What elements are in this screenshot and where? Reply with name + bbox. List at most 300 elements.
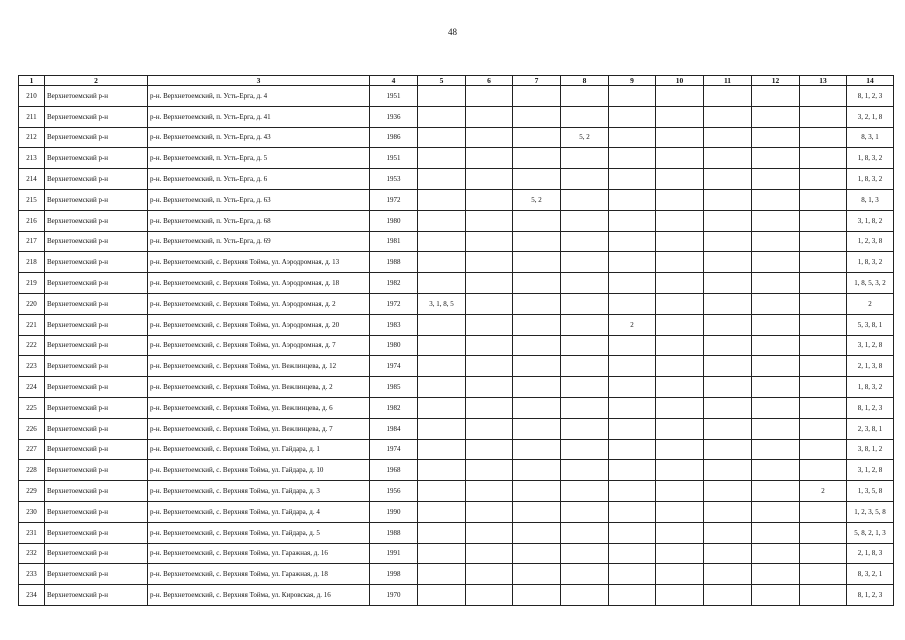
district-cell: Верхнетоемский р-н bbox=[45, 481, 148, 502]
column-header: 14 bbox=[847, 76, 894, 86]
col11-cell bbox=[704, 314, 752, 335]
col12-cell bbox=[752, 543, 800, 564]
col7-cell bbox=[513, 564, 561, 585]
address-cell: р-н. Верхнетоемский, с. Верхняя Тойма, ул. Кировская, д. 16 bbox=[148, 585, 370, 606]
year-cell: 1988 bbox=[370, 522, 418, 543]
col5-cell bbox=[418, 543, 466, 564]
col10-cell bbox=[656, 439, 704, 460]
col11-cell bbox=[704, 481, 752, 502]
year-cell: 1984 bbox=[370, 418, 418, 439]
year-cell: 1972 bbox=[370, 293, 418, 314]
district-cell: Верхнетоемский р-н bbox=[45, 335, 148, 356]
col7-cell bbox=[513, 585, 561, 606]
col13-cell bbox=[800, 397, 847, 418]
year-cell: 1970 bbox=[370, 585, 418, 606]
col13-cell bbox=[800, 335, 847, 356]
address-cell: р-н. Верхнетоемский, п. Усть-Ерга, д. 5 bbox=[148, 148, 370, 169]
district-cell: Верхнетоемский р-н bbox=[45, 169, 148, 190]
col13-cell bbox=[800, 585, 847, 606]
col5-cell bbox=[418, 564, 466, 585]
col8-cell bbox=[561, 522, 609, 543]
col12-cell bbox=[752, 314, 800, 335]
col6-cell bbox=[466, 189, 513, 210]
column-header: 10 bbox=[656, 76, 704, 86]
col11-cell bbox=[704, 169, 752, 190]
col13-cell: 2 bbox=[800, 481, 847, 502]
col10-cell bbox=[656, 377, 704, 398]
col8-cell bbox=[561, 439, 609, 460]
col14-cell: 8, 1, 2, 3 bbox=[847, 397, 894, 418]
table-row bbox=[19, 273, 894, 294]
year-cell: 1951 bbox=[370, 148, 418, 169]
col9-cell bbox=[609, 231, 656, 252]
col11-cell bbox=[704, 585, 752, 606]
col9-cell bbox=[609, 335, 656, 356]
column-header: 13 bbox=[800, 76, 847, 86]
year-cell: 1953 bbox=[370, 169, 418, 190]
year-cell: 1982 bbox=[370, 273, 418, 294]
col10-cell bbox=[656, 314, 704, 335]
address-cell: р-н. Верхнетоемский, с. Верхняя Тойма, ул. Гайдара, д. 10 bbox=[148, 460, 370, 481]
col5-cell bbox=[418, 231, 466, 252]
col9-cell bbox=[609, 439, 656, 460]
district-cell: Верхнетоемский р-н bbox=[45, 231, 148, 252]
col6-cell bbox=[466, 501, 513, 522]
col12-cell bbox=[752, 522, 800, 543]
col9-cell bbox=[609, 210, 656, 231]
col12-cell bbox=[752, 501, 800, 522]
table-row bbox=[19, 397, 894, 418]
district-cell: Верхнетоемский р-н bbox=[45, 585, 148, 606]
year-cell: 1988 bbox=[370, 252, 418, 273]
table-row bbox=[19, 314, 894, 335]
col14-cell: 2 bbox=[847, 293, 894, 314]
col13-cell bbox=[800, 169, 847, 190]
col13-cell bbox=[800, 210, 847, 231]
address-cell: р-н. Верхнетоемский, с. Верхняя Тойма, ул. Аэродромная, д. 13 bbox=[148, 252, 370, 273]
column-header: 12 bbox=[752, 76, 800, 86]
year-cell: 1951 bbox=[370, 86, 418, 107]
col13-cell bbox=[800, 418, 847, 439]
address-cell: р-н. Верхнетоемский, п. Усть-Ерга, д. 69 bbox=[148, 231, 370, 252]
col9-cell bbox=[609, 501, 656, 522]
col12-cell bbox=[752, 418, 800, 439]
address-cell: р-н. Верхнетоемский, с. Верхняя Тойма, ул. Вежлинцева, д. 12 bbox=[148, 356, 370, 377]
col12-cell bbox=[752, 397, 800, 418]
year-cell: 1980 bbox=[370, 335, 418, 356]
district-cell: Верхнетоемский р-н bbox=[45, 418, 148, 439]
row-number: 234 bbox=[19, 585, 45, 606]
col14-cell: 1, 2, 3, 5, 8 bbox=[847, 501, 894, 522]
table-row bbox=[19, 377, 894, 398]
address-cell: р-н. Верхнетоемский, п. Усть-Ерга, д. 43 bbox=[148, 127, 370, 148]
district-cell: Верхнетоемский р-н bbox=[45, 314, 148, 335]
col11-cell bbox=[704, 335, 752, 356]
address-cell: р-н. Верхнетоемский, п. Усть-Ерга, д. 68 bbox=[148, 210, 370, 231]
row-number: 219 bbox=[19, 273, 45, 294]
col5-cell bbox=[418, 585, 466, 606]
col10-cell bbox=[656, 335, 704, 356]
col12-cell bbox=[752, 189, 800, 210]
col9-cell bbox=[609, 397, 656, 418]
address-cell: р-н. Верхнетоемский, п. Усть-Ерга, д. 6 bbox=[148, 169, 370, 190]
col14-cell: 1, 8, 3, 2 bbox=[847, 169, 894, 190]
col9-cell bbox=[609, 356, 656, 377]
col6-cell bbox=[466, 252, 513, 273]
col8-cell bbox=[561, 335, 609, 356]
col11-cell bbox=[704, 189, 752, 210]
col7-cell bbox=[513, 210, 561, 231]
col13-cell bbox=[800, 543, 847, 564]
col5-cell bbox=[418, 439, 466, 460]
address-cell: р-н. Верхнетоемский, п. Усть-Ерга, д. 4 bbox=[148, 86, 370, 107]
col10-cell bbox=[656, 481, 704, 502]
col8-cell bbox=[561, 86, 609, 107]
col13-cell bbox=[800, 293, 847, 314]
col6-cell bbox=[466, 564, 513, 585]
row-number: 228 bbox=[19, 460, 45, 481]
col14-cell: 2, 3, 8, 1 bbox=[847, 418, 894, 439]
col9-cell bbox=[609, 460, 656, 481]
table-row bbox=[19, 169, 894, 190]
col13-cell bbox=[800, 522, 847, 543]
col5-cell bbox=[418, 189, 466, 210]
col9-cell bbox=[609, 127, 656, 148]
col10-cell bbox=[656, 127, 704, 148]
col11-cell bbox=[704, 377, 752, 398]
col14-cell: 3, 1, 2, 8 bbox=[847, 335, 894, 356]
address-cell: р-н. Верхнетоемский, с. Верхняя Тойма, ул. Гаражная, д. 18 bbox=[148, 564, 370, 585]
col11-cell bbox=[704, 418, 752, 439]
district-cell: Верхнетоемский р-н bbox=[45, 356, 148, 377]
col7-cell bbox=[513, 231, 561, 252]
row-number: 217 bbox=[19, 231, 45, 252]
col8-cell bbox=[561, 210, 609, 231]
col8-cell bbox=[561, 356, 609, 377]
address-cell: р-н. Верхнетоемский, с. Верхняя Тойма, ул. Аэродромная, д. 7 bbox=[148, 335, 370, 356]
row-number: 222 bbox=[19, 335, 45, 356]
col5-cell bbox=[418, 335, 466, 356]
col14-cell: 8, 1, 2, 3 bbox=[847, 585, 894, 606]
table-row bbox=[19, 127, 894, 148]
row-number: 232 bbox=[19, 543, 45, 564]
address-cell: р-н. Верхнетоемский, с. Верхняя Тойма, ул. Гаражная, д. 16 bbox=[148, 543, 370, 564]
col8-cell bbox=[561, 377, 609, 398]
col13-cell bbox=[800, 127, 847, 148]
col8-cell bbox=[561, 397, 609, 418]
col8-cell: 5, 2 bbox=[561, 127, 609, 148]
col5-cell bbox=[418, 397, 466, 418]
col7-cell bbox=[513, 522, 561, 543]
year-cell: 1991 bbox=[370, 543, 418, 564]
col8-cell bbox=[561, 148, 609, 169]
col13-cell bbox=[800, 356, 847, 377]
col14-cell: 8, 1, 2, 3 bbox=[847, 86, 894, 107]
year-cell: 1936 bbox=[370, 106, 418, 127]
col13-cell bbox=[800, 501, 847, 522]
col6-cell bbox=[466, 356, 513, 377]
col7-cell bbox=[513, 418, 561, 439]
col14-cell: 1, 8, 5, 3, 2 bbox=[847, 273, 894, 294]
col5-cell bbox=[418, 522, 466, 543]
row-number: 216 bbox=[19, 210, 45, 231]
col7-cell bbox=[513, 127, 561, 148]
col11-cell bbox=[704, 522, 752, 543]
col6-cell bbox=[466, 377, 513, 398]
col11-cell bbox=[704, 210, 752, 231]
col9-cell bbox=[609, 273, 656, 294]
district-cell: Верхнетоемский р-н bbox=[45, 460, 148, 481]
col7-cell bbox=[513, 460, 561, 481]
col6-cell bbox=[466, 210, 513, 231]
address-cell: р-н. Верхнетоемский, п. Усть-Ерга, д. 63 bbox=[148, 189, 370, 210]
col13-cell bbox=[800, 148, 847, 169]
col6-cell bbox=[466, 169, 513, 190]
address-cell: р-н. Верхнетоемский, с. Верхняя Тойма, ул. Вежлинцева, д. 7 bbox=[148, 418, 370, 439]
district-cell: Верхнетоемский р-н bbox=[45, 148, 148, 169]
address-cell: р-н. Верхнетоемский, с. Верхняя Тойма, ул. Гайдара, д. 5 bbox=[148, 522, 370, 543]
year-cell: 1986 bbox=[370, 127, 418, 148]
col7-cell bbox=[513, 356, 561, 377]
col9-cell bbox=[609, 293, 656, 314]
col10-cell bbox=[656, 293, 704, 314]
district-cell: Верхнетоемский р-н bbox=[45, 377, 148, 398]
col6-cell bbox=[466, 273, 513, 294]
col10-cell bbox=[656, 543, 704, 564]
table-row bbox=[19, 293, 894, 314]
address-cell: р-н. Верхнетоемский, п. Усть-Ерга, д. 41 bbox=[148, 106, 370, 127]
year-cell: 1980 bbox=[370, 210, 418, 231]
col6-cell bbox=[466, 127, 513, 148]
district-cell: Верхнетоемский р-н bbox=[45, 522, 148, 543]
col12-cell bbox=[752, 210, 800, 231]
table-row bbox=[19, 585, 894, 606]
col11-cell bbox=[704, 356, 752, 377]
col14-cell: 2, 1, 8, 3 bbox=[847, 543, 894, 564]
year-cell: 1981 bbox=[370, 231, 418, 252]
col6-cell bbox=[466, 231, 513, 252]
col8-cell bbox=[561, 293, 609, 314]
col5-cell bbox=[418, 86, 466, 107]
col5-cell bbox=[418, 481, 466, 502]
col11-cell bbox=[704, 293, 752, 314]
row-number: 223 bbox=[19, 356, 45, 377]
col5-cell bbox=[418, 106, 466, 127]
address-cell: р-н. Верхнетоемский, с. Верхняя Тойма, ул. Вежлинцева, д. 6 bbox=[148, 397, 370, 418]
district-cell: Верхнетоемский р-н bbox=[45, 501, 148, 522]
row-number: 225 bbox=[19, 397, 45, 418]
col9-cell bbox=[609, 169, 656, 190]
col8-cell bbox=[561, 585, 609, 606]
year-cell: 1974 bbox=[370, 439, 418, 460]
col5-cell bbox=[418, 501, 466, 522]
col12-cell bbox=[752, 460, 800, 481]
row-number: 210 bbox=[19, 86, 45, 107]
col12-cell bbox=[752, 356, 800, 377]
col14-cell: 8, 1, 3 bbox=[847, 189, 894, 210]
col7-cell bbox=[513, 481, 561, 502]
col11-cell bbox=[704, 252, 752, 273]
col5-cell bbox=[418, 169, 466, 190]
col14-cell: 3, 1, 2, 8 bbox=[847, 460, 894, 481]
col5-cell bbox=[418, 377, 466, 398]
col12-cell bbox=[752, 148, 800, 169]
col9-cell bbox=[609, 564, 656, 585]
address-cell: р-н. Верхнетоемский, с. Верхняя Тойма, ул. Гайдара, д. 4 bbox=[148, 501, 370, 522]
year-cell: 1990 bbox=[370, 501, 418, 522]
col7-cell bbox=[513, 397, 561, 418]
column-header: 3 bbox=[148, 76, 370, 86]
col9-cell bbox=[609, 252, 656, 273]
col6-cell bbox=[466, 293, 513, 314]
col10-cell bbox=[656, 189, 704, 210]
col6-cell bbox=[466, 335, 513, 356]
col9-cell bbox=[609, 481, 656, 502]
col7-cell bbox=[513, 314, 561, 335]
table-row bbox=[19, 189, 894, 210]
col12-cell bbox=[752, 293, 800, 314]
table-row bbox=[19, 106, 894, 127]
col6-cell bbox=[466, 86, 513, 107]
col7-cell bbox=[513, 86, 561, 107]
col10-cell bbox=[656, 397, 704, 418]
header-row bbox=[19, 76, 894, 86]
col6-cell bbox=[466, 460, 513, 481]
district-cell: Верхнетоемский р-н bbox=[45, 543, 148, 564]
col14-cell: 3, 8, 1, 2 bbox=[847, 439, 894, 460]
col14-cell: 8, 3, 2, 1 bbox=[847, 564, 894, 585]
col6-cell bbox=[466, 585, 513, 606]
col11-cell bbox=[704, 501, 752, 522]
year-cell: 1982 bbox=[370, 397, 418, 418]
district-cell: Верхнетоемский р-н bbox=[45, 86, 148, 107]
col7-cell: 5, 2 bbox=[513, 189, 561, 210]
col5-cell: 3, 1, 8, 5 bbox=[418, 293, 466, 314]
col11-cell bbox=[704, 273, 752, 294]
column-header: 8 bbox=[561, 76, 609, 86]
col7-cell bbox=[513, 273, 561, 294]
column-header: 9 bbox=[609, 76, 656, 86]
col10-cell bbox=[656, 169, 704, 190]
column-header: 11 bbox=[704, 76, 752, 86]
col7-cell bbox=[513, 169, 561, 190]
district-cell: Верхнетоемский р-н bbox=[45, 439, 148, 460]
row-number: 220 bbox=[19, 293, 45, 314]
col11-cell bbox=[704, 543, 752, 564]
district-cell: Верхнетоемский р-н bbox=[45, 106, 148, 127]
col13-cell bbox=[800, 106, 847, 127]
col6-cell bbox=[466, 148, 513, 169]
year-cell: 1974 bbox=[370, 356, 418, 377]
col9-cell bbox=[609, 418, 656, 439]
col8-cell bbox=[561, 501, 609, 522]
col12-cell bbox=[752, 273, 800, 294]
col8-cell bbox=[561, 314, 609, 335]
col14-cell: 1, 8, 3, 2 bbox=[847, 252, 894, 273]
table-row bbox=[19, 543, 894, 564]
col9-cell bbox=[609, 585, 656, 606]
column-header: 1 bbox=[19, 76, 45, 86]
col14-cell: 1, 8, 3, 2 bbox=[847, 148, 894, 169]
year-cell: 1968 bbox=[370, 460, 418, 481]
col9-cell bbox=[609, 377, 656, 398]
address-cell: р-н. Верхнетоемский, с. Верхняя Тойма, ул. Аэродромная, д. 20 bbox=[148, 314, 370, 335]
district-cell: Верхнетоемский р-н bbox=[45, 210, 148, 231]
col5-cell bbox=[418, 252, 466, 273]
col14-cell: 3, 2, 1, 8 bbox=[847, 106, 894, 127]
col10-cell bbox=[656, 86, 704, 107]
table-row bbox=[19, 460, 894, 481]
col12-cell bbox=[752, 106, 800, 127]
col8-cell bbox=[561, 481, 609, 502]
district-cell: Верхнетоемский р-н bbox=[45, 293, 148, 314]
table-row bbox=[19, 231, 894, 252]
table-row bbox=[19, 252, 894, 273]
table-row bbox=[19, 148, 894, 169]
table-row bbox=[19, 418, 894, 439]
col8-cell bbox=[561, 543, 609, 564]
col8-cell bbox=[561, 418, 609, 439]
col5-cell bbox=[418, 127, 466, 148]
col13-cell bbox=[800, 273, 847, 294]
address-cell: р-н. Верхнетоемский, с. Верхняя Тойма, ул. Аэродромная, д. 18 bbox=[148, 273, 370, 294]
col11-cell bbox=[704, 439, 752, 460]
col8-cell bbox=[561, 106, 609, 127]
col8-cell bbox=[561, 169, 609, 190]
col12-cell bbox=[752, 564, 800, 585]
col12-cell bbox=[752, 231, 800, 252]
col12-cell bbox=[752, 377, 800, 398]
col6-cell bbox=[466, 314, 513, 335]
col9-cell bbox=[609, 148, 656, 169]
col12-cell bbox=[752, 481, 800, 502]
col9-cell bbox=[609, 106, 656, 127]
col7-cell bbox=[513, 543, 561, 564]
col14-cell: 2, 1, 3, 8 bbox=[847, 356, 894, 377]
col11-cell bbox=[704, 148, 752, 169]
col5-cell bbox=[418, 314, 466, 335]
col8-cell bbox=[561, 231, 609, 252]
year-cell: 1985 bbox=[370, 377, 418, 398]
col5-cell bbox=[418, 273, 466, 294]
column-header: 4 bbox=[370, 76, 418, 86]
col14-cell: 8, 3, 1 bbox=[847, 127, 894, 148]
col6-cell bbox=[466, 418, 513, 439]
address-cell: р-н. Верхнетоемский, с. Верхняя Тойма, ул. Гайдара, д. 1 bbox=[148, 439, 370, 460]
col13-cell bbox=[800, 439, 847, 460]
col10-cell bbox=[656, 210, 704, 231]
district-cell: Верхнетоемский р-н bbox=[45, 189, 148, 210]
col6-cell bbox=[466, 106, 513, 127]
col13-cell bbox=[800, 252, 847, 273]
col13-cell bbox=[800, 86, 847, 107]
col12-cell bbox=[752, 585, 800, 606]
col7-cell bbox=[513, 148, 561, 169]
table-row bbox=[19, 522, 894, 543]
col11-cell bbox=[704, 397, 752, 418]
col10-cell bbox=[656, 460, 704, 481]
table-row bbox=[19, 439, 894, 460]
col9-cell: 2 bbox=[609, 314, 656, 335]
col11-cell bbox=[704, 86, 752, 107]
col6-cell bbox=[466, 543, 513, 564]
column-header: 2 bbox=[45, 76, 148, 86]
col8-cell bbox=[561, 460, 609, 481]
row-number: 218 bbox=[19, 252, 45, 273]
col14-cell: 5, 8, 2, 1, 3 bbox=[847, 522, 894, 543]
col10-cell bbox=[656, 585, 704, 606]
col12-cell bbox=[752, 127, 800, 148]
